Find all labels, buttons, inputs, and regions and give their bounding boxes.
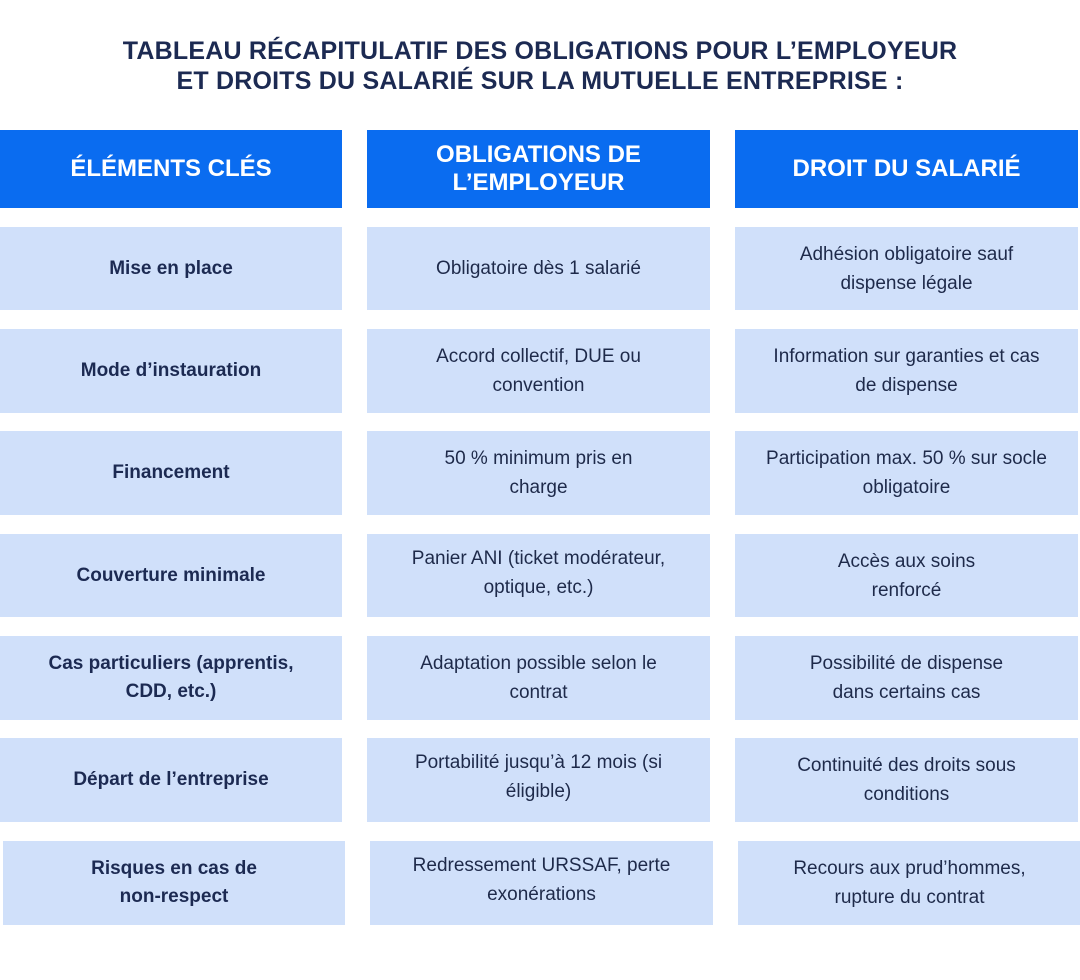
- header-label: DROIT DU SALARIÉ: [792, 155, 1021, 182]
- table-row-obligation: [367, 329, 710, 413]
- header-label: OBLIGATIONS DE L’EMPLOYEUR: [436, 141, 641, 196]
- table-row-obligation: [367, 738, 710, 822]
- key-label: Risques en cas de non-respect: [91, 858, 257, 907]
- header-droit-salarie: [735, 130, 1078, 208]
- key-label: Cas particuliers (apprentis, CDD, etc.): [48, 653, 294, 702]
- obligation-text: Adaptation possible selon le contrat: [420, 653, 657, 703]
- header-obligations-employeur: [367, 130, 710, 208]
- obligation-text: Obligatoire dès 1 salarié: [436, 258, 641, 279]
- header-elements-cles: [0, 130, 342, 208]
- obligation-text: Panier ANI (ticket modérateur, optique, etc.): [411, 547, 666, 598]
- table-row-obligation: [370, 841, 713, 925]
- obligation-text: Accord collectif, DUE ou convention: [436, 346, 641, 396]
- table-row-key: [0, 329, 342, 413]
- table-row-obligation: [367, 431, 710, 515]
- table-row-obligation: [367, 227, 710, 310]
- droit-text: Adhésion obligatoire sauf dispense légale: [799, 243, 1014, 294]
- table-row-key: [3, 841, 345, 925]
- obligation-text: Redressement URSSAF, perte exonérations: [412, 855, 671, 905]
- table-row-droit: [735, 431, 1078, 515]
- table-row-droit: [735, 227, 1078, 310]
- page-title: [0, 36, 1080, 96]
- table-row-obligation: [367, 636, 710, 720]
- obligation-text: Portabilité jusqu’à 12 mois (si éligible): [414, 752, 663, 802]
- table-row-obligation: [367, 534, 710, 617]
- page-title-line-1: TABLEAU RÉCAPITULATIF DES OBLIGATIONS POUR L’EMPLOYEUR: [122, 37, 958, 65]
- table-row-key: [0, 636, 342, 720]
- table-row-droit: [735, 329, 1078, 413]
- obligation-text: 50 % minimum pris en charge: [444, 448, 633, 498]
- table-row-key: [0, 227, 342, 310]
- droit-text: Possibilité de dispense dans certains cas: [809, 653, 1004, 703]
- key-label: Couverture minimale: [76, 564, 266, 586]
- droit-text: Participation max. 50 % sur socle obligatoire: [766, 448, 1047, 498]
- droit-text: Continuité des droits sous conditions: [797, 755, 1016, 805]
- key-label: Mode d’instauration: [80, 360, 262, 381]
- key-label: Départ de l’entreprise: [73, 769, 269, 790]
- page-title-line-2: ET DROITS DU SALARIÉ SUR LA MUTUELLE ENTREPRISE :: [176, 67, 904, 95]
- table-row-droit: [738, 841, 1080, 925]
- droit-text: Information sur garanties et cas de dispense: [773, 346, 1040, 396]
- header-label: ÉLÉMENTS CLÉS: [70, 155, 272, 182]
- table-row-key: [0, 534, 342, 617]
- droit-text: Accès aux soins renforcé: [837, 550, 976, 601]
- key-label: Financement: [112, 462, 230, 483]
- droit-text: Recours aux prud’hommes, rupture du contrat: [793, 858, 1026, 908]
- table-row-droit: [735, 636, 1078, 720]
- table-row-key: [0, 738, 342, 822]
- table-row-droit: [735, 738, 1078, 822]
- table-row-key: [0, 431, 342, 515]
- key-label: Mise en place: [109, 257, 233, 279]
- table-row-droit: [735, 534, 1078, 617]
